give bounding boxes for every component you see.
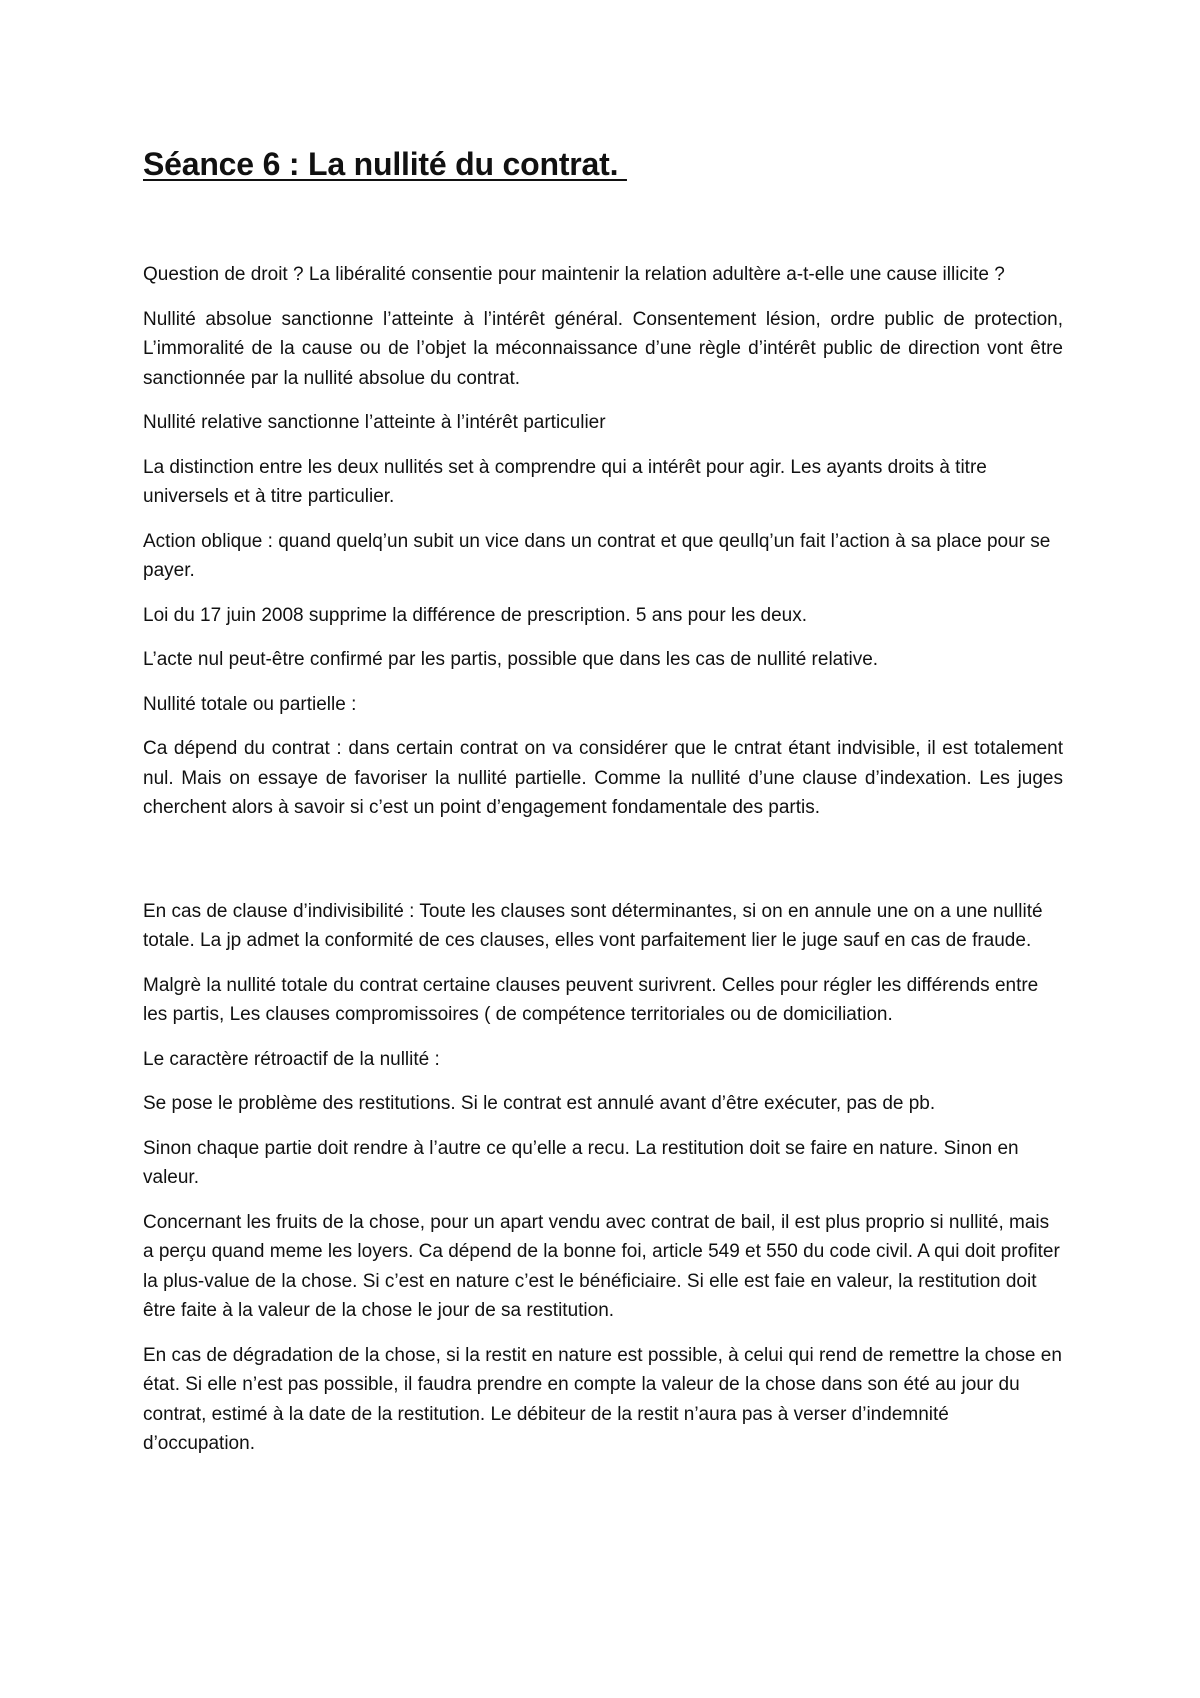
paragraph-retroactive-heading: Le caractère rétroactif de la nullité : bbox=[143, 1048, 440, 1070]
paragraph-total-partial-heading: Nullité totale ou partielle : bbox=[143, 693, 357, 715]
paragraph-law-2008: Loi du 17 juin 2008 supprime la différence de prescription. 5 ans pour les deux. bbox=[143, 604, 808, 626]
paragraph-distinction: La distinction entre les deux nullités set à comprendre qui a intérêt pour agir. Les ayants droits à titre universels et à titre particulier. bbox=[143, 456, 987, 507]
paragraph-oblique-action: Action oblique : quand quelq’un subit un vice dans un contrat et que qeullq’un fait l’action à sa place pour se payer. bbox=[143, 530, 1051, 581]
paragraph-confirmation: L’acte nul peut-être confirmé par les partis, possible que dans les cas de nullité relative. bbox=[143, 649, 879, 670]
paragraph-restitutions-problem: Se pose le problème des restitutions. Si le contrat est annulé avant d’être exécuter, pas de pb. bbox=[143, 1093, 936, 1114]
paragraph-restitution-nature: Sinon chaque partie doit rendre à l’autre ce qu’elle a recu. La restitution doit se faire en nature. Sinon en valeur. bbox=[143, 1137, 1019, 1188]
document-title: Séance 6 : La nullité du contrat. bbox=[143, 146, 627, 182]
paragraph-absolute-nullity: Nullité absolue sanctionne l’atteinte à l’intérêt général. Consentement lésion, ordre public de protection, L’immoralité de la cause ou de l’objet la méconnaissance d’une règle d’intérêt public de direction vont être sanctionnée par la nullité absolue du contrat. bbox=[143, 308, 1063, 389]
section-spacer bbox=[143, 838, 1063, 897]
paragraph-relative-nullity: Nullité relative sanctionne l’atteinte à l’intérêt particulier bbox=[143, 412, 606, 433]
document-body bbox=[143, 260, 1063, 1474]
paragraph-degradation: En cas de dégradation de la chose, si la restit en nature est possible, à celui qui rend de remettre la chose en état. Si elle n’est pas possible, il faudra prendre en compte la valeur de la chose dans son été au jour du contrat, estimé à la date de la restitution. Le débiteur de la restit n’aura pas à verser d’indemnité d’occupation. bbox=[143, 1344, 1062, 1454]
paragraph-fruits-of-thing: Concernant les fruits de la chose, pour un apart vendu avec contrat de bail, il est plus proprio si nullité, mais a perçu quand meme les loyers. Ca dépend de la bonne foi, article 549 et 550 du code civil. A qui doit profiter la plus-value de la chose. Si c’est en nature c’est le bénéficiaire. Si elle est faie en valeur, la restitution doit être faite à la valeur de la chose le jour de sa restitution. bbox=[143, 1211, 1060, 1321]
paragraph-indivisibility-clause: En cas de clause d’indivisibilité : Toute les clauses sont déterminantes, si on en annule une on a une nullité totale. La jp admet la conformité de ces clauses, elles vont parfaitement lier le juge sauf en cas de fraude. bbox=[143, 900, 1043, 951]
paragraph-depends-on-contract: Ca dépend du contrat : dans certain contrat on va considérer que le cntrat étant indvisible, il est totalement nul. Mais on essaye de favoriser la nullité partielle. Comme la nullité d’une clause d’indexation. Les juges cherchent alors à savoir si c’est un point d’engagement fondamentale des partis. bbox=[143, 738, 1063, 818]
paragraph-surviving-clauses: Malgrè la nullité totale du contrat certaine clauses peuvent surivrent. Celles pour régler les différends entre les partis, Les clauses compromissoires ( de compétence territoriales ou de domiciliation. bbox=[143, 974, 1039, 1025]
paragraph-legal-question: Question de droit ? La libéralité consentie pour maintenir la relation adultère a-t-elle une cause illicite ? bbox=[143, 264, 1005, 285]
